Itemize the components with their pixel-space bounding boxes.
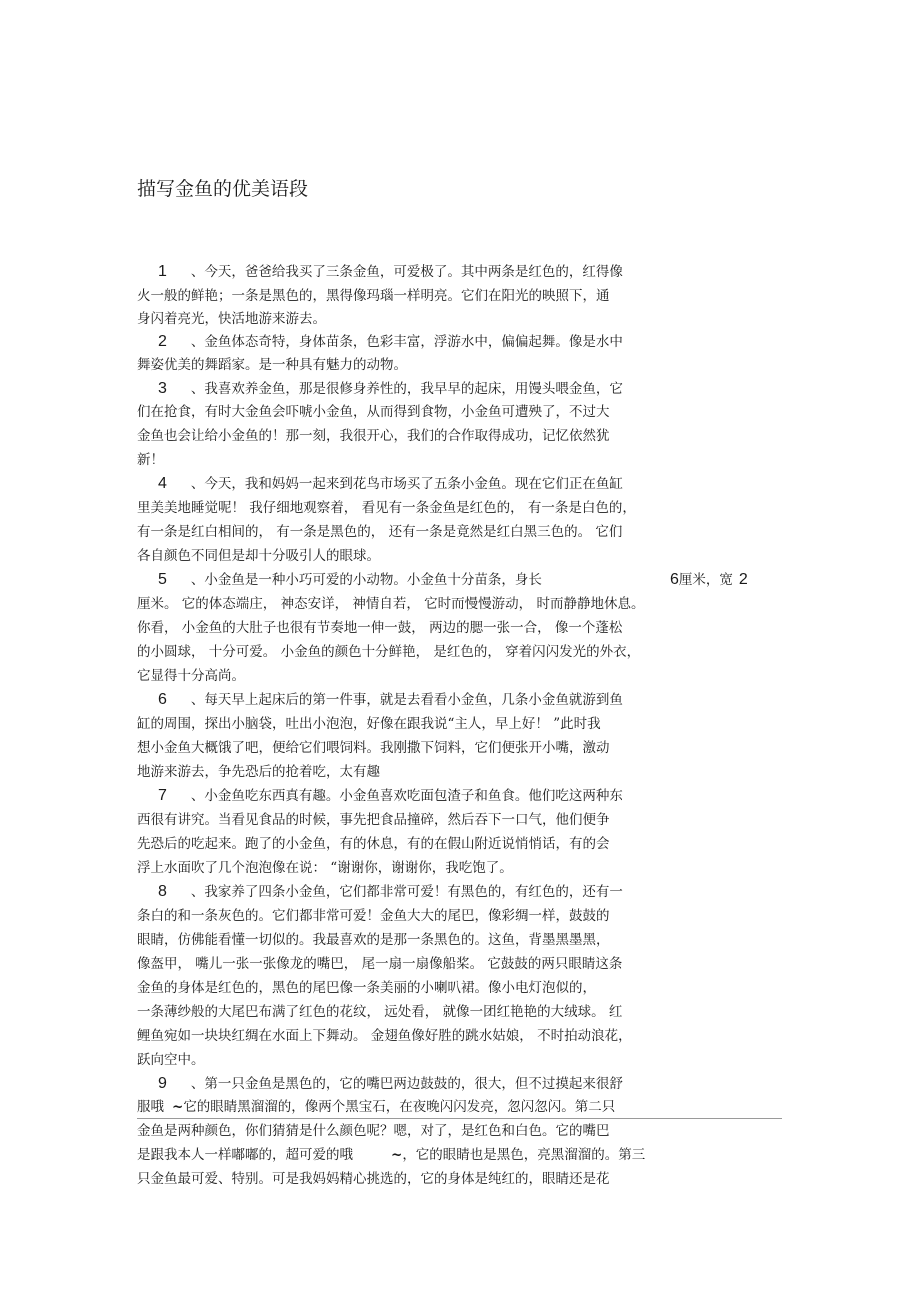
paragraph-9-line-1: [158, 1074, 623, 1094]
paragraph-text: 、小金鱼吃东西真有趣。小金鱼喜欢吃面包渣子和鱼食。他们吃这两种东: [190, 788, 623, 804]
paragraph-9-line-3: 金鱼是两种颜色，你们猜猜是什么颜色呢？嗯，对了，是红色和白色。它的嘴巴: [137, 1123, 610, 1139]
paragraph-2-line-2: 舞姿优美的舞蹈家。是一种具有魅力的动物。: [137, 357, 407, 373]
paragraph-number: 6: [158, 691, 167, 708]
paragraph-number: 1: [158, 263, 167, 280]
paragraph-5-line-5: 它显得十分高尚。: [137, 668, 245, 684]
tilde-mark: ~: [172, 1099, 184, 1115]
paragraph-7-line-4: 浮上水面吹了几个泡泡像在说： “谢谢你，谢谢你，我吃饱了。: [137, 860, 513, 876]
paragraph-7-line-2: 西很有讲究。当看见食品的时候，事先把食品撞碎，然后吞下一口气，他们便争: [137, 812, 610, 828]
paragraph-4-line-2: 里美美地睡觉呢！ 我仔细地观察着， 看见有一条金鱼是红色的， 有一条是白色的，: [137, 500, 636, 516]
paragraph-8-line-3: 眼睛，仿佛能看懂一切似的。我最喜欢的是那一条黑色的。这鱼，背墨黑墨黑，: [137, 932, 610, 948]
paragraph-text: 、小金鱼是一种小巧可爱的小动物。小金鱼十分苗条，身长: [190, 572, 542, 588]
paragraph-5-line-4: 的小圆球， 十分可爱。 小金鱼的颜色十分鲜艳， 是红色的， 穿着闪闪发光的外衣，: [137, 644, 641, 660]
paragraph-text: ，它的眼睛也是黑色，亮黑溜溜的。第三: [402, 1147, 646, 1163]
paragraph-text: 是跟我本人一样嘟嘟的，超可爱的哦: [137, 1147, 353, 1163]
length-value: 6: [670, 571, 679, 588]
paragraph-3-line-2: 们在抢食，有时大金鱼会吓唬小金鱼，从而得到食物，小金鱼可遭殃了，不过大: [137, 404, 610, 420]
paragraph-number: 7: [158, 787, 167, 804]
paragraph-2-line-1: [158, 332, 623, 352]
paragraph-1-line-1: [158, 262, 623, 282]
paragraph-5-line-1-tail: [670, 570, 748, 590]
paragraph-5-line-1: [158, 570, 542, 590]
paragraph-5-line-2: 厘米。 它的体态端庄， 神态安详， 神情自若， 它时而慢慢游动， 时而静静地休息。: [137, 596, 645, 612]
paragraph-text: 、今天，我和妈妈一起来到花鸟市场买了五条小金鱼。现在它们正在鱼缸: [190, 476, 623, 492]
paragraph-8-line-5: 金鱼的身体是红色的，黑色的尾巴像一条美丽的小喇叭裙。像小电灯泡似的，: [137, 980, 596, 996]
paragraph-8-line-1: [158, 882, 623, 902]
paragraph-number: 2: [158, 333, 167, 350]
paragraph-3-line-4: 新！: [137, 452, 164, 468]
page-divider: [137, 1118, 782, 1119]
paragraph-number: 9: [158, 1075, 167, 1092]
paragraph-4-line-1: [158, 474, 623, 494]
paragraph-7-line-1: [158, 786, 623, 806]
paragraph-7-line-3: 先恐后的吃起来。跑了的小金鱼，有的休息，有的在假山附近说悄悄话，有的会: [137, 836, 610, 852]
paragraph-8-line-4: 像盔甲， 嘴儿一张一张像龙的嘴巴， 尾一扇一扇像船桨。 它鼓鼓的两只眼睛这条: [137, 956, 623, 972]
paragraph-8-line-7: 鲤鱼宛如一块块红绸在水面上下舞动。 金翅鱼像好胜的跳水姑娘， 不时拍动浪花，: [137, 1028, 632, 1044]
document-title: 描写金鱼的优美语段: [137, 178, 309, 200]
paragraph-3-line-1: [158, 379, 623, 399]
paragraph-text: 、我家养了四条小金鱼，它们都非常可爱！有黑色的，有红色的，还有一: [190, 884, 623, 900]
paragraph-text: 服哦: [137, 1099, 164, 1115]
tilde-mark: ~: [391, 1147, 403, 1163]
width-value: 2: [738, 571, 748, 588]
paragraph-5-line-3: 你看， 小金鱼的大肚子也很有节奏地一伸一鼓， 两边的腮一张一合， 像一个蓬松: [137, 620, 623, 636]
paragraph-3-line-3: 金鱼也会让给小金鱼的！那一刻，我很开心，我们的合作取得成功，记忆依然犹: [137, 428, 610, 444]
paragraph-4-line-3: 有一条是红白相间的， 有一条是黑色的， 还有一条是竟然是红白黑三色的。 它们: [137, 524, 623, 540]
paragraph-number: 4: [158, 475, 167, 492]
paragraph-9-line-5: 只金鱼最可爱、特别。可是我妈妈精心挑选的，它的身体是纯红的，眼睛还是花: [137, 1171, 610, 1187]
paragraph-6-line-3: 想小金鱼大概饿了吧，便给它们喂饲料。我刚撒下饲料，它们便张开小嘴，激动: [137, 740, 610, 756]
paragraph-8-line-6: 一条薄纱般的大尾巴布满了红色的花纹， 远处看， 就像一团红艳艳的大绒球。 红: [137, 1004, 623, 1020]
paragraph-text: 、每天早上起床后的第一件事，就是去看看小金鱼，几条小金鱼就游到鱼: [190, 692, 623, 708]
paragraph-9-line-4: [137, 1145, 645, 1165]
paragraph-6-line-2: 缸的周围，探出小脑袋，吐出小泡泡，好像在跟我说“主人，早上好！ ”此时我: [137, 716, 601, 732]
paragraph-1-line-2: 火一般的鲜艳；一条是黑色的，黑得像玛瑙一样明亮。它们在阳光的映照下，通: [137, 288, 610, 304]
paragraph-text: 、今天，爸爸给我买了三条金鱼，可爱极了。其中两条是红色的，红得像: [190, 264, 623, 280]
paragraph-8-line-8: 跃向空中。: [137, 1052, 205, 1068]
paragraph-number: 5: [158, 571, 167, 588]
paragraph-6-line-4: 地游来游去，争先恐后的抢着吃，太有趣: [137, 764, 380, 780]
paragraph-text: 、我喜欢养金鱼，那是很修身养性的，我早早的起床，用馒头喂金鱼，它: [190, 381, 623, 397]
paragraph-text: 、金鱼体态奇特，身体苗条，色彩丰富，浮游水中，偏偏起舞。像是水中: [190, 334, 623, 350]
paragraph-text: 、第一只金鱼是黑色的，它的嘴巴两边鼓鼓的，很大，但不过摸起来很舒: [190, 1076, 623, 1092]
paragraph-text: 它的眼睛黑溜溜的，像两个黑宝石，在夜晚闪闪发亮，忽闪忽闪。第二只: [183, 1099, 616, 1115]
paragraph-9-line-2: [137, 1097, 615, 1117]
paragraph-1-line-3: 身闪着亮光，快活地游来游去。: [137, 311, 326, 327]
paragraph-4-line-4: 各自颜色不同但是却十分吸引人的眼球。: [137, 548, 380, 564]
paragraph-6-line-1: [158, 690, 623, 710]
paragraph-number: 3: [158, 380, 167, 397]
paragraph-8-line-2: 条白的和一条灰色的。它们都非常可爱！金鱼大大的尾巴，像彩绸一样，鼓鼓的: [137, 908, 610, 924]
paragraph-number: 8: [158, 883, 167, 900]
paragraph-text: 厘米，宽: [678, 572, 733, 588]
